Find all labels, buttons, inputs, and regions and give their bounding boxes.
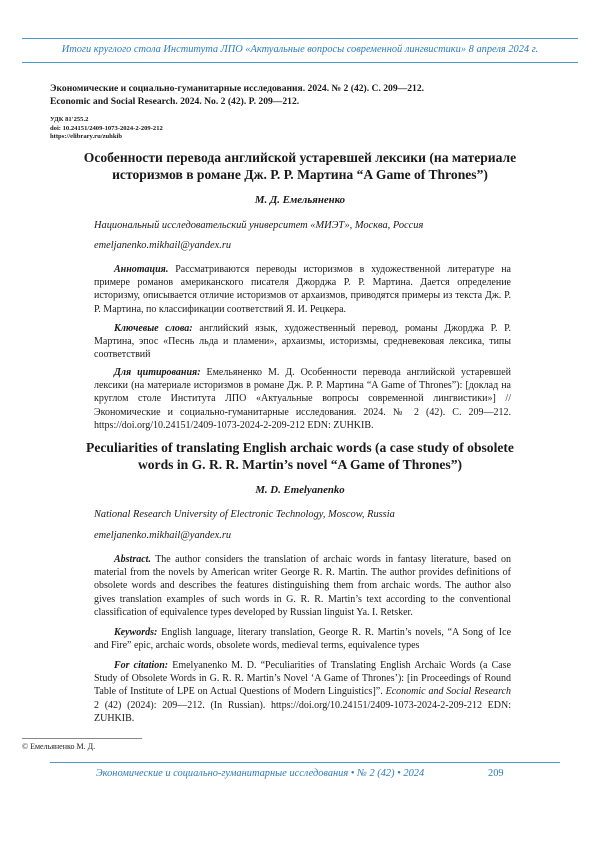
citation-ru-label: Для цитирования: xyxy=(114,367,201,378)
running-footer: Экономические и социально-гуманитарные исследования • № 2 (42) • 2024 xyxy=(95,768,425,779)
header-rule-bottom xyxy=(22,62,578,63)
elibrary-link[interactable]: https://elibrary.ru/zuhkib xyxy=(50,133,122,141)
article-identifiers xyxy=(50,116,163,142)
abstract-ru-label: Аннотация. xyxy=(114,264,169,275)
abstract-en xyxy=(94,553,511,619)
footnote-rule xyxy=(22,738,142,739)
abstract-en-text: The author considers the translation of archaic words in fantasy literature, based on material from the novels by American writer George R. R. Martin. The author provides definitions of obsolete words and describes the features distinguishing them from archaic words. The author also gives translation examples of such words in G. R. R. Martin’s text according to the conventional classification of equivalence types developed by Russian linguist Ya. I. Retsker. xyxy=(94,554,511,618)
journal-citation-ru: Экономические и социально-гуманитарные исследования. 2024. № 2 (42). С. 209—212. xyxy=(50,83,425,94)
title-ru: Особенности перевода английской устаревшей лексики (на материале историзмов в романе Дж. Р. Р. Мартина “A Game of Thrones”) xyxy=(83,150,517,182)
citation-en-text-2: 2 (42) (2024): 209—212. (In Russian). https://doi.org/10.24151/2409-1073-2024-2-209-212 EDN: ZUHKIB. xyxy=(94,699,511,724)
keywords-en-label: Keywords: xyxy=(114,627,158,638)
page-number: 209 xyxy=(488,768,504,779)
email-en[interactable]: emeljanenko.mikhail@yandex.ru xyxy=(94,530,232,541)
footer-rule xyxy=(50,762,560,763)
keywords-ru xyxy=(94,322,511,362)
journal-citation-en: Economic and Social Research. 2024. No. 2 (42). P. 209—212. xyxy=(50,96,300,107)
citation-ru-text: Емельяненко М. Д. Особенности перевода английской устаревшей лексики (на материале историзмов в романе Дж. Р. Р. Мартина “A Game of Thrones”): [доклад на круглом столе Института ЛПО «Актуальные вопросы современной лингвистики»] // Экономические и социально-гуманитарные исследования. 2024. № 2 (42). С. 209—212. https://doi.org/10.24151/2409-1073-2024-2-209-212 EDN: ZUHKIB. xyxy=(94,367,511,431)
keywords-ru-text: английский язык, художественный перевод, романы Джорджа Р. Р. Мартина, эпос «Песнь льда и пламени», архаизмы, историзмы, средневековая лексика, типы соответствий xyxy=(94,323,511,361)
affiliation-ru: Национальный исследовательский университет «МИЭТ», Москва, Россия xyxy=(94,220,424,231)
abstract-en-label: Abstract. xyxy=(114,554,151,565)
citation-ru xyxy=(94,366,511,432)
author-en: M. D. Emelyanenko xyxy=(255,484,345,496)
affiliation-en: National Research University of Electronic Technology, Moscow, Russia xyxy=(94,509,395,520)
journal-citation xyxy=(50,82,424,108)
keywords-en-text: English language, literary translation, George R. R. Martin’s novels, “A Song of Ice and Fire” epic, archaic words, obsolete words, medieval terms, equivalence types xyxy=(94,627,512,652)
citation-en-label: For citation: xyxy=(114,660,169,671)
abstract-ru xyxy=(94,263,511,316)
keywords-ru-label: Ключевые слова: xyxy=(114,323,193,334)
email-ru[interactable]: emeljanenko.mikhail@yandex.ru xyxy=(94,240,232,251)
citation-en xyxy=(94,659,511,725)
author-ru: М. Д. Емельяненко xyxy=(254,194,346,206)
copyright-footnote: © Емельяненко М. Д. xyxy=(22,742,96,751)
citation-en-journal: Economic and Social Research xyxy=(385,686,511,698)
keywords-en xyxy=(94,626,511,652)
citation-en-text-1: Emelyanenko M. D. “Peculiarities of Translating English Archaic Words (a Case Study of Obsolete Words in G. R. R. Martin’s Novel ‘A Game of Thrones’): [in Proceedings of Round Table of Institute of LPE on Actual Questions of Modern Linguistics]”. xyxy=(94,660,512,698)
title-en: Peculiarities of translating English archaic words (a case study of obsolete words in G. R. R. Martin’s novel “A Game of Thrones”) xyxy=(86,440,514,472)
running-header: Итоги круглого стола Института ЛПО «Актуальные вопросы современной лингвистики» 8 апреля 2024 г. xyxy=(61,44,539,55)
abstract-ru-text: Рассматриваются переводы историзмов в художественной литературе на примере романов американского писателя Джорджа Р. Р. Мартина. Дается определение историзму, описывается отличие историзмов от архаизмов, приводятся примеры из текста Дж. Р. Р. Мартина, по классификации соответствий Я. И. Рецкера. xyxy=(94,264,511,315)
doi[interactable]: doi: 10.24151/2409-1073-2024-2-209-212 xyxy=(50,124,163,132)
header-rule-top xyxy=(22,38,578,39)
udc-code: УДК 81'255.2 xyxy=(50,116,89,123)
